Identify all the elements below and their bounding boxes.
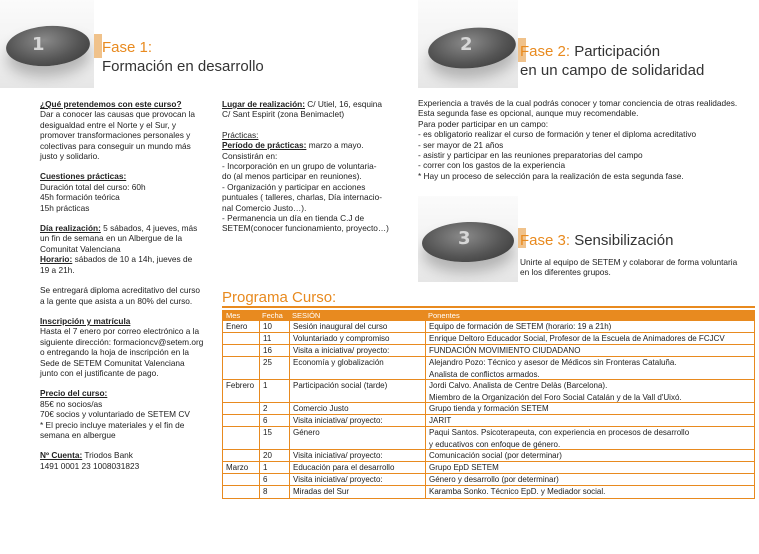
periodo-value: marzo a mayo.: [306, 140, 364, 151]
header-sesion: SESIÓN: [292, 311, 321, 320]
text-line: Consistirán en:: [222, 150, 278, 161]
text-line: justo y solidario.: [40, 151, 100, 162]
stone-number-3: 3: [458, 228, 471, 249]
table-row: [223, 427, 754, 450]
cell-fecha: 2: [259, 403, 289, 414]
cell-mes: Enero: [226, 322, 248, 331]
cell-mes: Marzo: [226, 463, 249, 472]
fase3-title-rest: Sensibilización: [570, 232, 674, 249]
stone-image-2: [418, 0, 518, 88]
table-row: [223, 450, 754, 462]
text-line: 85€ no socios/as: [40, 398, 103, 409]
text-line: 19 a 21h.: [40, 264, 75, 275]
cell-ponentes: Grupo EpD SETEM: [425, 462, 756, 473]
fase3-title: [520, 231, 673, 250]
text-line: Se entregará diploma acreditativo del curso: [40, 285, 201, 296]
stone-number-2: 2: [460, 34, 473, 55]
text-line: - Incorporación en un grupo de voluntaria-: [222, 161, 377, 172]
cell-mes: [223, 403, 259, 414]
ponentes-line: Paqui Santos. Psicoterapeuta, con experiencia en procesos de desarrollo: [429, 428, 690, 437]
fase2-line: * Hay un proceso de selección para la realización de esta segunda fase.: [418, 170, 684, 181]
programa-title: Programa Curso:: [222, 289, 337, 306]
cell-ponentes: FUNDACIÓN MOVIMIENTO CIUDADANO: [425, 345, 756, 356]
dia-label: Día realización:: [40, 223, 101, 234]
programa-divider: [222, 306, 755, 308]
cell-sesion: Miradas del Sur: [289, 486, 425, 498]
table-row: [223, 486, 754, 498]
table-row: [223, 357, 754, 380]
fase2-line: - correr con los gastos de la experiencia: [418, 160, 566, 171]
stone-image-1: [0, 0, 94, 88]
ponentes-line: Alejandro Pozo: Técnico y asesor de Médicos sin Fronteras Cataluña.: [429, 358, 677, 367]
cell-ponentes: [425, 427, 756, 449]
table-row: [223, 380, 754, 403]
fase2-line: - asistir y participar en las reuniones preparatorias del campo: [418, 150, 643, 161]
cell-ponentes: JARIT: [425, 415, 756, 426]
text-line: * El precio incluye materiales y el fin de: [40, 419, 185, 430]
cell-fecha: 25: [259, 357, 289, 379]
table-row: [223, 345, 754, 357]
cell-sesion: Economía y globalización: [289, 357, 425, 379]
fase3-line: Unirte al equipo de SETEM y colaborar de forma voluntaria: [520, 257, 738, 267]
ponentes-line: Miembro de la Organización del Foro Social Catalán y de la Vall d'Uixó.: [429, 393, 682, 402]
lugar-line: [222, 99, 389, 109]
text-line: siguiente dirección: formacioncv@setem.org: [40, 336, 204, 347]
practicas-heading: Prácticas:: [222, 129, 259, 140]
text-line: o entregando la hoja de inscripción en la: [40, 347, 189, 358]
cell-sesion: Visita iniciativa/ proyecto:: [289, 450, 425, 461]
cell-mes: [223, 415, 259, 426]
fase2-line: - es obligatorio realizar el curso de formación y tener el diploma acreditativo: [418, 129, 697, 140]
cell-mes: [223, 450, 259, 461]
cell-mes: Febrero: [226, 381, 255, 390]
cell-sesion: Participación social (tarde): [289, 380, 425, 402]
text-line: do (al menos participar en reuniones).: [222, 171, 362, 182]
table-row: [223, 333, 754, 345]
fase2-title-rest: Participación: [570, 43, 661, 60]
precio-heading: Precio del curso:: [40, 388, 108, 399]
fase2-line: Esta segunda fase es opcional, aunque muy recomendable.: [418, 108, 639, 119]
fase3-label: Fase 3:: [520, 232, 571, 249]
cell-ponentes: Equipo de formación de SETEM (horario: 19 a 21h): [425, 321, 756, 332]
text-line: Sede de SETEM Comunitat Valenciana: [40, 357, 185, 368]
text-line: sábados de 10 a 14h, jueves de: [72, 254, 193, 265]
table-row: [223, 403, 754, 415]
dia-line: [40, 223, 203, 233]
cell-mes: [223, 474, 259, 485]
cell-sesion: Voluntariado y compromiso: [289, 333, 425, 344]
header-fecha: Fecha: [262, 311, 283, 320]
fase2-line: Para poder participar en un campo:: [418, 118, 549, 129]
text-line: desigualdad entre el Norte y el Sur, y: [40, 119, 177, 130]
cell-ponentes: Grupo tienda y formación SETEM: [425, 403, 756, 414]
text-line: C/ Utiel, 16, esquina: [305, 99, 383, 109]
fase2-subtitle: en un campo de solidaridad: [520, 62, 705, 79]
fase2-line: - ser mayor de 21 años: [418, 139, 504, 150]
cell-fecha: 20: [259, 450, 289, 461]
cell-sesion: Género: [289, 427, 425, 449]
cell-mes: [223, 333, 259, 344]
cell-fecha: 11: [259, 333, 289, 344]
table-row: [223, 474, 754, 486]
table-row: [223, 462, 754, 474]
cell-mes: [223, 486, 259, 498]
title-accent-block-1: [94, 34, 102, 58]
text-line: nal Comercio Justo…).: [222, 202, 307, 213]
cell-fecha: 1: [259, 462, 289, 473]
text-line: 15h prácticas: [40, 202, 90, 213]
cell-fecha: 6: [259, 474, 289, 485]
ponentes-line: Jordi Calvo. Analista de Centre Delàs (Barcelona).: [429, 381, 608, 390]
header-ponentes: Ponentes: [428, 311, 460, 320]
cell-ponentes: Enrique Deltoro Educador Social, Profesor de la Escuela de Animadores de FCJCV: [425, 333, 756, 344]
text-line: promover transformaciones personales y: [40, 130, 191, 141]
pretend-heading: ¿Qué pretendemos con este curso?: [40, 99, 182, 109]
fase2-title: [520, 42, 704, 80]
cuenta-label: Nº Cuenta:: [40, 450, 83, 461]
cell-fecha: 15: [259, 427, 289, 449]
text-line: Duración total del curso: 60h: [40, 181, 146, 192]
cell-sesion: Comercio Justo: [289, 403, 425, 414]
cell-sesion: Visita a iniciativa/ proyecto:: [289, 345, 425, 356]
table-row: [223, 415, 754, 427]
fase2-description: [418, 98, 737, 181]
text-line: Hasta el 7 enero por correo electrónico a la: [40, 326, 200, 337]
text-line: Comunitat Valenciana: [40, 243, 121, 254]
stone-number-1: 1: [32, 34, 45, 55]
text-line: colectivas para conseguir un mundo más: [40, 140, 191, 151]
cell-sesion: Sesión inaugural del curso: [289, 321, 425, 332]
cell-ponentes: Comunicación social (por determinar): [425, 450, 756, 461]
text-line: - Organización y participar en acciones: [222, 181, 366, 192]
cell-sesion: Visita iniciativa/ proyecto:: [289, 474, 425, 485]
periodo-label: Período de prácticas:: [222, 140, 307, 151]
text-line: puntuales ( talleres, charlas, Día internacio-: [222, 192, 383, 203]
fase1-label: Fase 1:: [102, 39, 153, 56]
inscripcion-heading: Inscripción y matrícula: [40, 315, 131, 326]
text-line: SETEM(conocer funcionamiento, proyecto…): [222, 223, 389, 234]
fase3-description: [520, 257, 737, 278]
ponentes-line: Analista de conflictos armados.: [429, 370, 540, 379]
cell-mes: [223, 345, 259, 356]
horario-label: Horario:: [40, 254, 73, 265]
info-column-1: [40, 99, 203, 471]
fase2-line: Experiencia a través de la cual podrás conocer y tomar conciencia de otras realidades.: [418, 98, 738, 108]
header-mes: Mes: [226, 311, 241, 320]
table-header: [223, 310, 754, 321]
fase1-title: [102, 38, 264, 76]
fase2-label: Fase 2:: [520, 43, 571, 60]
text-line: 70€ socios y voluntariado de SETEM CV: [40, 409, 190, 420]
cell-mes: [223, 357, 259, 379]
fase1-subtitle: Formación en desarrollo: [102, 58, 264, 75]
text-line: Dar a conocer las causas que provocan la: [40, 109, 195, 120]
cell-fecha: 16: [259, 345, 289, 356]
cell-mes: [223, 427, 259, 449]
text-line: - Permanencia un día en tienda C.J de: [222, 213, 365, 224]
ponentes-line: y educativos con enfoque de género.: [429, 440, 561, 449]
text-line: junto con el justificante de pago.: [40, 367, 159, 378]
cell-sesion: Educación para el desarrollo: [289, 462, 425, 473]
text-line: semana en albergue: [40, 429, 116, 440]
programa-table: [222, 310, 755, 499]
lugar-label: Lugar de realización:: [222, 99, 305, 109]
cuenta-number: 1491 0001 23 1008031823: [40, 460, 140, 471]
table-row: [223, 321, 754, 333]
cell-ponentes: [425, 380, 756, 402]
cell-ponentes: Género y desarrollo (por determinar): [425, 474, 756, 485]
periodo-line: [222, 140, 389, 150]
fase3-line: en los diferentes grupos.: [520, 267, 611, 278]
cell-ponentes: Karamba Sonko. Técnico EpD. y Mediador social.: [425, 486, 756, 498]
text-line: C/ Sant Espirit (zona Benimaclet): [222, 109, 345, 120]
cuenta-bank: Triodos Bank: [82, 450, 133, 461]
stone-image-3: [418, 196, 518, 282]
text-line: a la gente que asista a un 80% del curso.: [40, 295, 193, 306]
cuestiones-heading: Cuestiones prácticas:: [40, 171, 127, 182]
cell-fecha: 6: [259, 415, 289, 426]
info-column-2: [222, 99, 389, 234]
text-line: 5 sábados, 4 jueves, más: [100, 223, 198, 234]
cell-sesion: Visita iniciativa/ proyecto:: [289, 415, 425, 426]
cell-fecha: 1: [259, 380, 289, 402]
text-line: un fin de semana en un Albergue de la: [40, 233, 183, 244]
cell-fecha: 8: [259, 486, 289, 498]
cell-fecha: 10: [259, 321, 289, 332]
cuenta-line: [40, 450, 203, 460]
cell-ponentes: [425, 357, 756, 379]
text-line: 45h formación teórica: [40, 192, 120, 203]
horario-line: [40, 254, 203, 264]
